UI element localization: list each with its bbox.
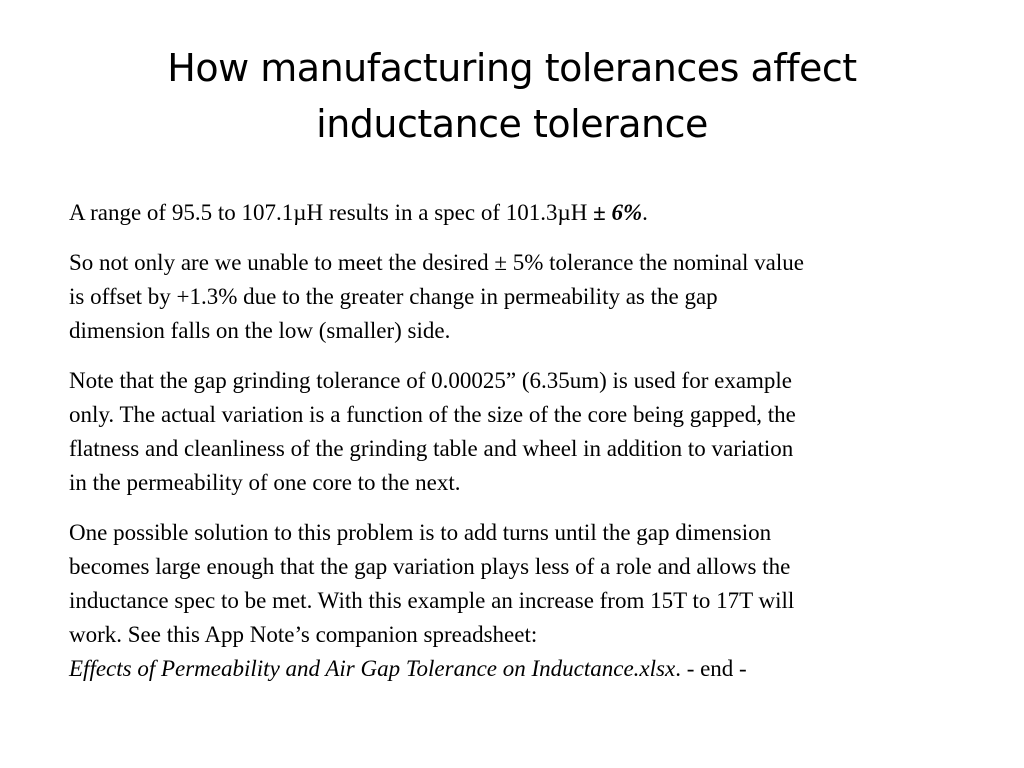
paragraph-line <box>69 196 994 230</box>
paragraph-inductance-range <box>69 196 994 230</box>
spreadsheet-reference <box>69 656 681 681</box>
end-marker: - end - <box>686 656 747 681</box>
paragraph-line: One possible solution to this problem is to add turns until the gap dimension <box>69 520 772 545</box>
range-text-end: . <box>642 200 648 225</box>
slide-title <box>60 40 964 152</box>
paragraph-line: only. The actual variation is a function of the size of the core being gapped, the <box>69 402 796 427</box>
paragraph-line: So not only are we unable to meet the desired ± 5% tolerance the nominal value <box>69 250 804 275</box>
paragraph-line: is offset by +1.3% due to the greater change in permeability as the gap <box>69 284 718 309</box>
paragraph-grinding-note <box>69 364 994 500</box>
paragraph-line: work. See this App Note’s companion spreadsheet: <box>69 622 538 647</box>
paragraph-line: inductance spec to be met. With this example an increase from 15T to 17T will <box>69 588 795 613</box>
paragraph-line: dimension falls on the low (smaller) side. <box>69 318 451 343</box>
paragraph-line: becomes large enough that the gap variation plays less of a role and allows the <box>69 554 791 579</box>
paragraph-line: flatness and cleanliness of the grinding table and wheel in addition to variation <box>69 436 794 461</box>
spreadsheet-period: . <box>675 656 681 681</box>
paragraph-line: Note that the gap grinding tolerance of 0.00025” (6.35um) is used for example <box>69 368 793 393</box>
paragraph-line: in the permeability of one core to the next. <box>69 470 461 495</box>
paragraph-solution <box>69 516 994 686</box>
slide-title-line-1: How manufacturing tolerances affect <box>167 46 857 90</box>
slide-body <box>69 196 994 686</box>
spreadsheet-name: Effects of Permeability and Air Gap Tolerance on Inductance.xlsx <box>69 656 676 681</box>
paragraph-offset-explanation <box>69 246 994 348</box>
slide-title-line-2: inductance tolerance <box>316 102 708 146</box>
range-text: A range of 95.5 to 107.1µH results in a spec of 101.3µH <box>69 200 594 225</box>
spreadsheet-reference-line <box>69 652 994 686</box>
tolerance-emphasis: ± 6% <box>593 200 643 225</box>
